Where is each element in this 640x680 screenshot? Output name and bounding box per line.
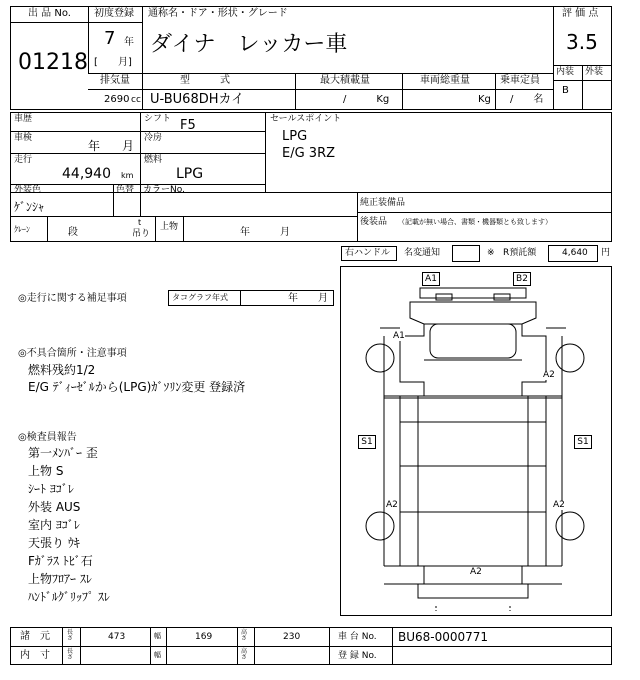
width-label: 幅 <box>154 632 161 640</box>
exterior-label: 外装 <box>585 67 604 77</box>
defect-line: E/G ﾃﾞｨｰｾﾞﾙから(LPG)ｶﾞｿﾘﾝ変更 登録済 <box>28 380 246 394</box>
recycle-unit: 円 <box>601 248 611 258</box>
damage-mark: S1 <box>574 435 592 449</box>
capacity-unit: / 名 <box>510 94 544 105</box>
inspector-line: ﾊﾝﾄﾞﾙｸﾞﾘｯﾌﾟ ｽﾚ <box>28 590 110 604</box>
crane-lift: 吊り <box>132 229 151 239</box>
month-unit: 月] <box>118 57 132 68</box>
chassis-no: BU68-0000771 <box>398 630 489 644</box>
top-month: 月 <box>280 227 290 238</box>
inner-width-label: 幅 <box>154 651 161 659</box>
inspector-line: 天張り ｳｷ <box>28 536 80 550</box>
mileage-value: 44,940 <box>62 166 111 182</box>
inspector-line: 上物 S <box>28 464 64 478</box>
sales-point-line: LPG <box>282 129 308 144</box>
inspector-line: 室内 ﾖｺﾞﾚ <box>28 518 80 532</box>
lot-label: 出 品 No. <box>28 8 71 19</box>
fuel-value: LPG <box>176 166 204 182</box>
inspection-month: 月 <box>122 139 135 153</box>
inspector-title: ◎検査員報告 <box>18 432 77 443</box>
name-change-box <box>452 245 480 262</box>
aftermarket-label: 後装品 <box>360 217 388 227</box>
damage-mark: A2 <box>386 500 398 510</box>
month-open: [ <box>94 57 98 68</box>
interior-label: 内装 <box>556 67 575 77</box>
ac-label: 冷房 <box>144 133 163 143</box>
history-label: 車歴 <box>14 114 33 124</box>
capacity-label: 乗車定員 <box>500 75 540 86</box>
tachograph-year: 年 <box>288 293 298 304</box>
mileage-label: 走行 <box>14 155 33 165</box>
height-value: 230 <box>283 632 301 642</box>
model-name-label: 通称名・ドア・形状・グレード <box>148 8 288 19</box>
aftermarket-note: （記載が無い場合、書類・機器類とも致します） <box>398 218 552 226</box>
inner-length-label: 長さ <box>67 648 74 661</box>
first-reg-year: 7 <box>104 28 116 49</box>
sales-point-line: E/G 3RZ <box>282 146 336 161</box>
crane-stage: 段 <box>68 227 78 238</box>
exterior-color: ｹﾞﾝｼｬ <box>14 200 45 214</box>
damage-mark: B2 <box>513 272 531 286</box>
damage-mark: A1 <box>422 272 440 286</box>
tachograph-month: 月 <box>318 293 328 304</box>
length-value: 473 <box>108 632 126 642</box>
name-change-label: 名変通知 <box>404 248 441 258</box>
max-load-unit: / Kg <box>343 94 390 105</box>
top-label: 上物 <box>160 222 179 232</box>
top-year: 年 <box>240 227 250 238</box>
year-unit: 年 <box>124 37 134 48</box>
displacement-value: 2690 <box>104 94 130 105</box>
grade-value: 3.5 <box>566 30 598 54</box>
damage-mark: A1 <box>393 331 405 341</box>
model-code-label: 型 式 <box>180 75 230 86</box>
damage-mark: A2 <box>470 567 482 577</box>
interior-grade: B <box>562 85 569 96</box>
reg-label: 登 録 No. <box>338 651 377 661</box>
damage-mark: A2 <box>553 500 565 510</box>
handle-value: 右ハンドル <box>345 248 391 258</box>
crane-label: ｸﾚｰﾝ <box>14 225 30 234</box>
gross-weight-label: 車両総重量 <box>420 75 470 86</box>
grade-label: 評 価 点 <box>562 8 599 19</box>
gross-weight-unit: Kg <box>478 94 491 105</box>
odometer-prefix: ※ <box>487 248 495 258</box>
inspector-line: 上物ﾌﾛｱｰ ｽﾚ <box>28 572 92 586</box>
truck-diagram <box>340 266 612 616</box>
color-no-label: カラーNo. <box>143 185 185 195</box>
color-code-label: 色替 <box>116 185 135 195</box>
genuine-label: 純正装備品 <box>360 198 406 208</box>
lot-number: 01218 <box>18 50 88 75</box>
inspector-line: 第一ﾒﾝﾊﾞｰ 歪 <box>28 446 98 460</box>
sales-points-label: セールスポイント <box>270 114 342 124</box>
tachograph-label: タコグラフ年式 <box>172 293 228 302</box>
max-load-label: 最大積載量 <box>320 75 370 86</box>
defect-line: 燃料残約1/2 <box>28 363 96 377</box>
supplement-title: ◎走行に関する補足事項 <box>18 293 127 304</box>
shift-label: シフト <box>144 114 172 124</box>
damage-mark: S1 <box>358 435 376 449</box>
first-reg-label: 初度登録 <box>94 8 134 19</box>
dims-label: 諸 元 <box>20 631 50 642</box>
height-label: 高さ <box>241 629 248 642</box>
recycle-label: R預託額 <box>503 248 537 258</box>
fuel-label: 燃料 <box>144 155 163 165</box>
defects-title: ◎不具合箇所・注意事項 <box>18 348 127 359</box>
width-value: 169 <box>195 632 213 642</box>
inspector-line: Fｶﾞﾗｽ ﾄﾋﾞ石 <box>28 554 93 568</box>
length-label: 長さ <box>67 629 74 642</box>
crane-ton: t <box>138 218 142 227</box>
shift-value: F5 <box>180 118 196 133</box>
inspection-year: 年 <box>88 139 101 153</box>
inner-label: 内 寸 <box>20 650 50 661</box>
exterior-color-label: 外装色 <box>14 185 42 195</box>
recycle-fee: 4,640 <box>562 248 588 258</box>
inner-height-label: 高さ <box>241 648 248 661</box>
mileage-unit: km <box>121 171 134 180</box>
inspector-line: 外装 AUS <box>28 500 81 514</box>
model-code: U-BU68DHカイ <box>150 92 245 107</box>
inspector-line: ｼｰﾄ ﾖｺﾞﾚ <box>28 482 74 496</box>
displacement-label: 排気量 <box>100 75 130 86</box>
inspection-label: 車検 <box>14 133 33 143</box>
chassis-label: 車 台 No. <box>338 632 377 642</box>
displacement-unit: cc <box>131 95 141 105</box>
damage-mark: A2 <box>543 370 555 380</box>
model-name: ダイナ レッカー車 <box>150 32 348 57</box>
